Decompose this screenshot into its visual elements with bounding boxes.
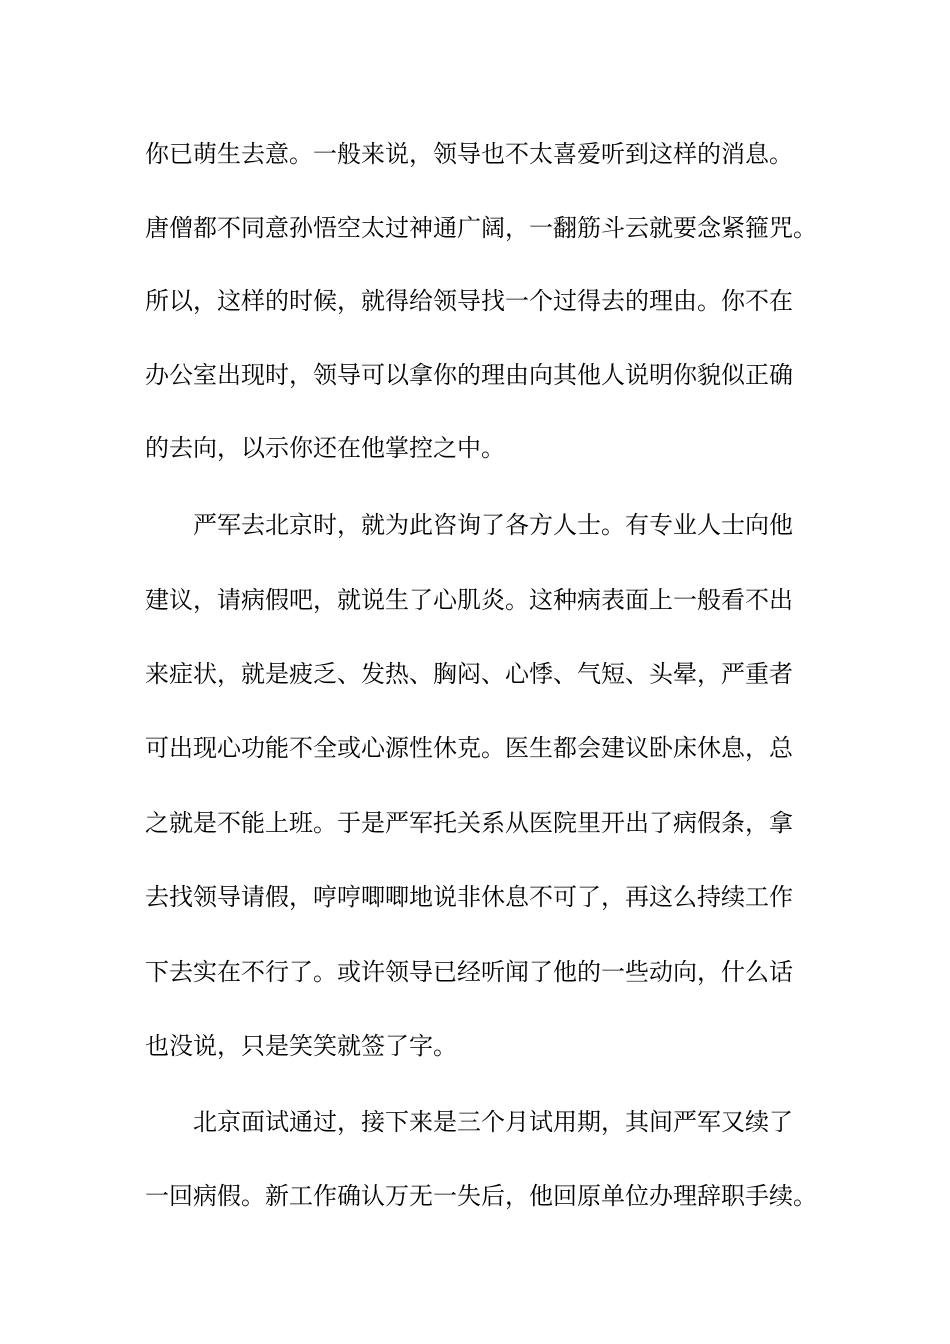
text-line-11: 去找领导请假，哼哼唧唧地说非休息不可了，再这么持续工作 [145,883,793,911]
text-line-13: 也没说，只是笑笑就签了字。 [145,1032,457,1060]
text-line-2: 唐僧都不同意孙悟空太过神通广阔，一翻筋斗云就要念紧箍咒。 [145,214,817,242]
text-line-3: 所以，这样的时候，就得给领导找一个过得去的理由。你不在 [145,287,793,315]
text-line-12: 下去实在不行了。或许领导已经听闻了他的一些动向，什么话 [145,958,793,986]
text-line-9: 可出现心功能不全或心源性休克。医生都会建议卧床休息，总 [145,734,793,762]
text-line-15: 一回病假。新工作确认万无一失后，他回原单位办理辞职手续。 [145,1182,817,1210]
text-line-5: 的去向，以示你还在他掌控之中。 [145,434,505,462]
text-line-6: 严军去北京时，就为此咨询了各方人士。有专业人士向他 [193,511,793,539]
text-line-7: 建议，请病假吧，就说生了心肌炎。这种病表面上一般看不出 [145,586,793,614]
text-line-8: 来症状，就是疲乏、发热、胸闷、心悸、气短、头晕，严重者 [145,660,793,688]
text-line-4: 办公室出现时，领导可以拿你的理由向其他人说明你貌似正确 [145,361,793,389]
text-line-14: 北京面试通过，接下来是三个月试用期，其间严军又续了 [193,1108,793,1136]
text-line-10: 之就是不能上班。于是严军托关系从医院里开出了病假条，拿 [145,809,793,837]
text-line-1: 你已萌生去意。一般来说，领导也不太喜爱听到这样的消息。 [145,140,793,168]
